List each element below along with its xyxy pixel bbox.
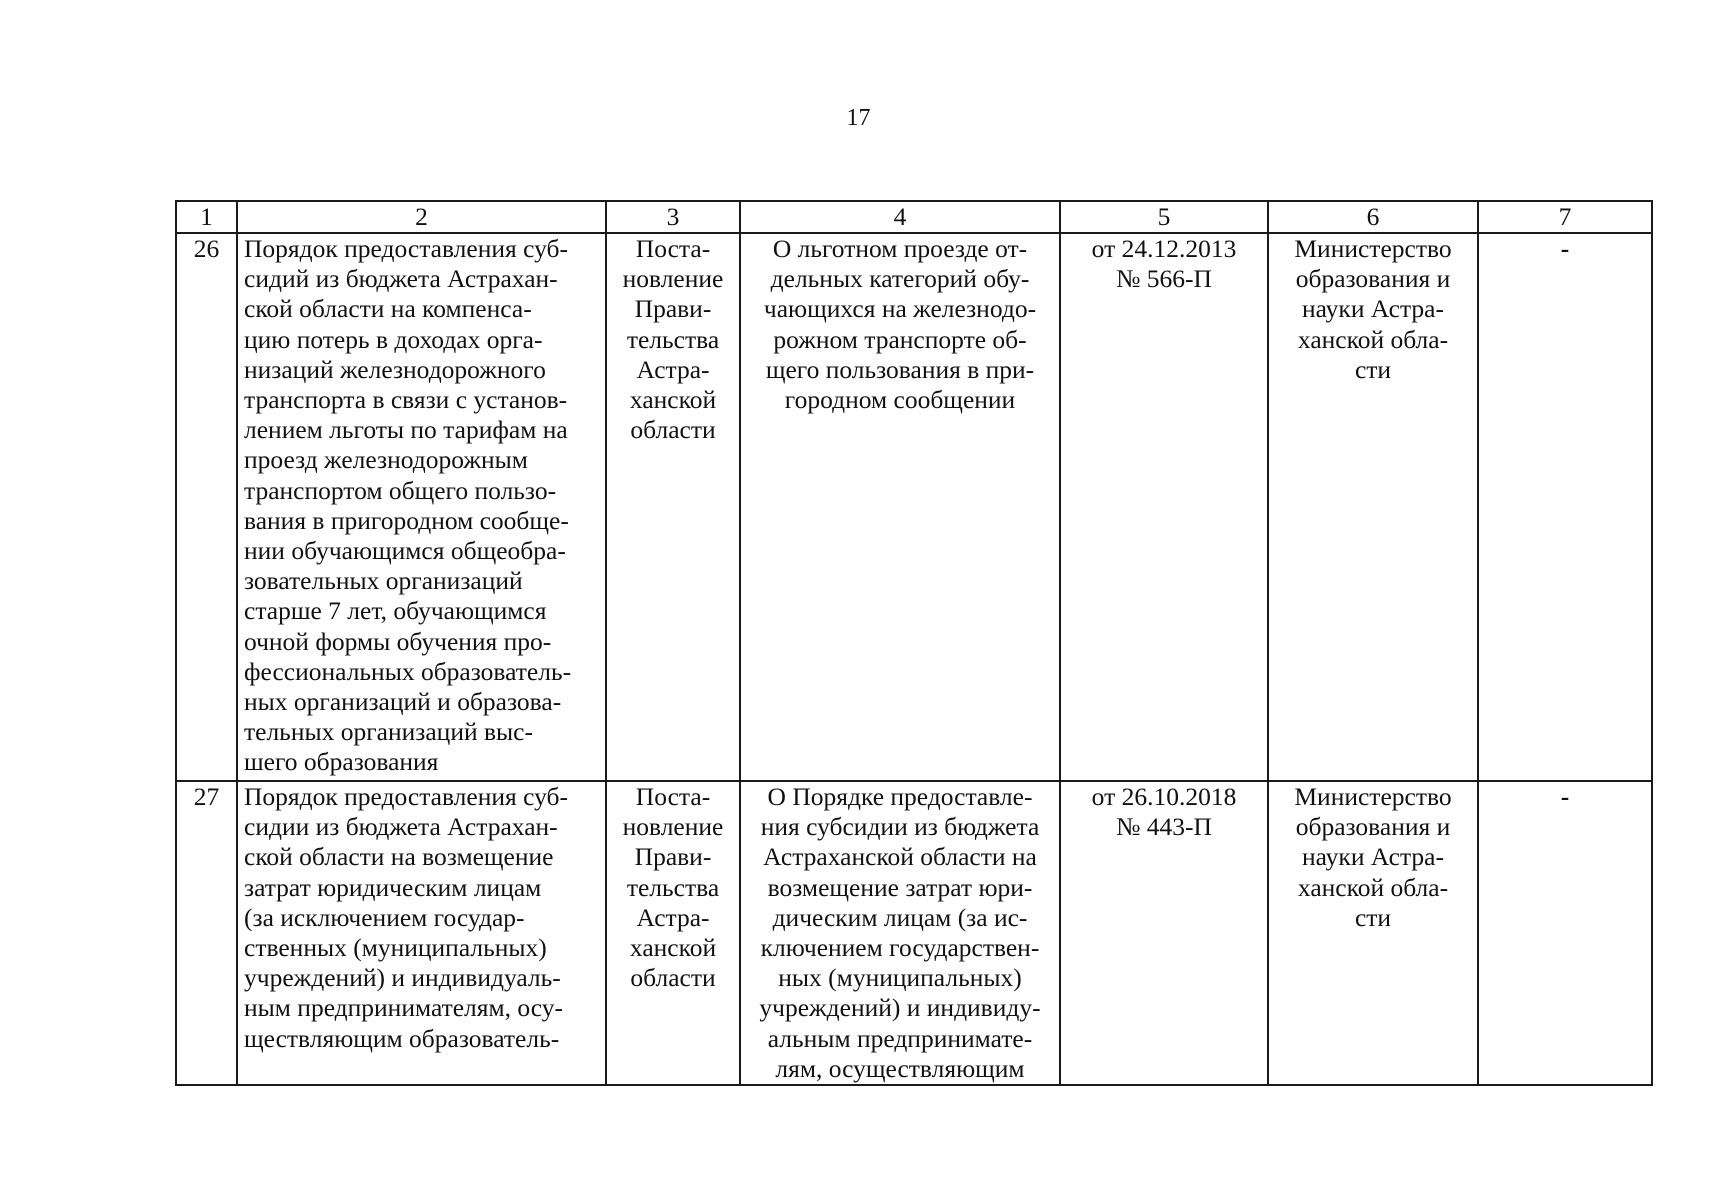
doc-name-line: учреждений) и индивиду- xyxy=(759,993,1041,1023)
act-title-line: старше 7 лет, обучающимся xyxy=(244,596,547,626)
doc-name-line: городном сообщении xyxy=(784,385,1016,415)
act-title-line: ществляющим образователь- xyxy=(244,1023,560,1053)
doc-type-line: Поста- xyxy=(635,234,711,263)
act-title-line: фессиональных образователь- xyxy=(244,656,572,686)
org-line: Министерство xyxy=(1294,782,1452,811)
doc-name-line: возмещение затрат юри- xyxy=(767,872,1033,902)
doc-name-line: ния субсидии из бюджета xyxy=(760,812,1040,842)
doc-name-line: О Порядке предоставле- xyxy=(767,782,1033,811)
page-number: 17 xyxy=(846,105,871,131)
doc-name-line: дельных категорий обу- xyxy=(770,264,1030,294)
act-title-line: ственных (муниципальных) xyxy=(244,933,547,963)
row-number: 27 xyxy=(176,781,237,1085)
doc-name-line: лям, осуществляющим xyxy=(775,1053,1025,1083)
act-title-line: нии обучающимся общеобра- xyxy=(244,536,566,566)
note-value: - xyxy=(1560,234,1570,263)
doc-name-cell xyxy=(740,781,1060,1085)
doc-type-line: Астра- xyxy=(636,354,710,384)
doc-type-line: новление xyxy=(622,264,724,294)
doc-type-line: Прави- xyxy=(634,294,712,324)
org-line: ханской обла- xyxy=(1297,324,1449,354)
doc-type-line: Поста- xyxy=(635,782,711,811)
org-cell xyxy=(1268,233,1478,781)
org-line: сти xyxy=(1354,902,1392,932)
act-title-line: ным предпринимателям, осу- xyxy=(244,993,564,1023)
org-cell xyxy=(1268,781,1478,1085)
act-title-line: (за исключением государ- xyxy=(244,902,525,932)
act-title-line: ных организаций и образова- xyxy=(244,687,562,717)
header-row xyxy=(176,201,1652,233)
org-line: науки Астра- xyxy=(1302,842,1444,872)
header-cell-1: 1 xyxy=(176,201,237,233)
doc-name-cell xyxy=(740,233,1060,781)
doc-name-line: щего пользования в при- xyxy=(765,354,1035,384)
table-row xyxy=(176,781,1652,1085)
act-title-line: транспорта в связи с установ- xyxy=(244,385,568,415)
doc-date: от 24.12.2013 xyxy=(1091,234,1237,263)
act-title-line: цию потерь в доходах орга- xyxy=(244,324,543,354)
doc-name-line: ных (муниципальных) xyxy=(778,963,1022,993)
doc-type-line: области xyxy=(630,963,716,993)
doc-name-line: ключением государствен- xyxy=(760,933,1040,963)
act-title-line: проезд железнодорожным xyxy=(244,445,528,475)
doc-type-cell xyxy=(606,781,740,1085)
act-title-line: зовательных организаций xyxy=(244,566,523,596)
act-title-line: ской области на возмещение xyxy=(244,842,554,872)
org-line: образования и xyxy=(1295,264,1451,294)
doc-date: от 26.10.2018 xyxy=(1091,782,1237,811)
row-number: 26 xyxy=(176,233,237,781)
header-cell-5: 5 xyxy=(1060,201,1268,233)
act-title-line: тельных организаций выс- xyxy=(244,717,533,747)
header-cell-2: 2 xyxy=(237,201,606,233)
note-cell xyxy=(1478,781,1652,1085)
doc-date-cell xyxy=(1060,781,1268,1085)
act-title-line: учреждений) и индивидуаль- xyxy=(244,963,561,993)
org-line: Министерство xyxy=(1294,234,1452,263)
act-title-line: сидии из бюджета Астрахан- xyxy=(244,812,558,842)
doc-type-line: ханской xyxy=(629,385,717,415)
header-cell-7: 7 xyxy=(1478,201,1652,233)
doc-type-line: области xyxy=(630,415,716,445)
act-title-line: низаций железнодорожного xyxy=(244,354,546,384)
doc-type-line: новление xyxy=(622,812,724,842)
org-line: науки Астра- xyxy=(1302,294,1444,324)
doc-number: № 443-П xyxy=(1116,812,1212,842)
doc-type-line: ханской xyxy=(629,933,717,963)
header-cell-4: 4 xyxy=(740,201,1060,233)
org-line: сти xyxy=(1354,354,1392,384)
doc-type-line: тельства xyxy=(626,324,720,354)
note-cell xyxy=(1478,233,1652,781)
table-row xyxy=(176,233,1652,781)
act-title-line: лением льготы по тарифам на xyxy=(244,415,568,445)
doc-name-line: дическим лицам (за ис- xyxy=(772,902,1028,932)
org-line: образования и xyxy=(1295,812,1451,842)
doc-type-line: Прави- xyxy=(634,842,712,872)
act-title-line: ской области на компенса- xyxy=(244,294,532,324)
note-value: - xyxy=(1560,782,1570,811)
act-title-cell xyxy=(237,233,606,781)
header-cell-6: 6 xyxy=(1268,201,1478,233)
doc-number: № 566-П xyxy=(1116,264,1212,294)
act-title-line: сидий из бюджета Астрахан- xyxy=(244,264,558,294)
doc-name-line: альным предпринимате- xyxy=(767,1023,1033,1053)
org-line: ханской обла- xyxy=(1297,872,1449,902)
act-title-line: затрат юридическим лицам xyxy=(244,872,542,902)
act-title-line: очной формы обучения про- xyxy=(244,626,552,656)
act-title-cell xyxy=(237,781,606,1085)
act-title-line: Порядок предоставления суб- xyxy=(244,782,568,811)
doc-name-line: Астраханской области на xyxy=(763,842,1037,872)
doc-name-line: О льготном проезде от- xyxy=(772,234,1028,263)
doc-type-line: тельства xyxy=(626,872,720,902)
doc-name-line: рожном транспорте об- xyxy=(773,324,1027,354)
doc-type-line: Астра- xyxy=(636,902,710,932)
act-title-line: Порядок предоставления суб- xyxy=(244,234,568,263)
doc-date-cell xyxy=(1060,233,1268,781)
header-cell-3: 3 xyxy=(606,201,740,233)
act-title-line: транспортом общего пользо- xyxy=(244,475,557,505)
act-title-line: шего образования xyxy=(244,747,439,777)
acts-table xyxy=(175,200,1653,1086)
doc-name-line: чающихся на железнодо- xyxy=(763,294,1037,324)
act-title-line: вания в пригородном сообще- xyxy=(244,505,569,535)
doc-type-cell xyxy=(606,233,740,781)
